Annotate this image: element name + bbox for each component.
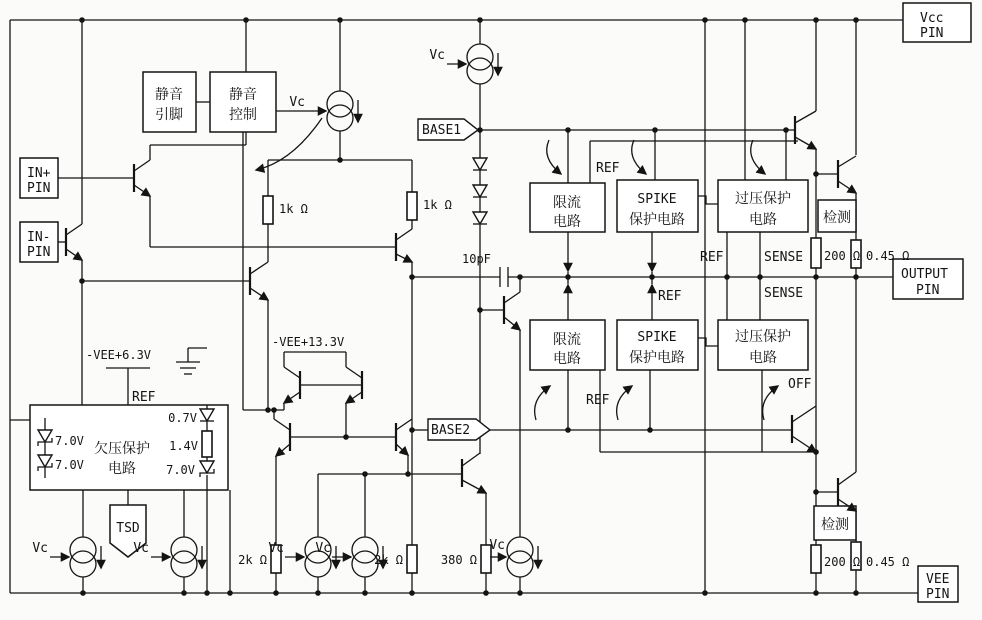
vc-label-4: Vc xyxy=(133,541,149,556)
pin-output-line1: OUTPUT xyxy=(901,267,948,282)
r200-top-value: 200 Ω xyxy=(824,249,861,263)
r045-bottom-value: 0.45 Ω xyxy=(866,555,910,569)
vee-6-3-label: -VEE+6.3V xyxy=(86,348,152,362)
pin-vee-line1: VEE xyxy=(926,572,950,587)
spike-bottom-line1: SPIKE xyxy=(637,330,677,345)
v7-0-left2-label: 7.0V xyxy=(55,458,84,472)
current-limit-top-line2: 电路 xyxy=(553,214,581,230)
r2k-right-value: 2k Ω xyxy=(374,553,403,567)
v7-0-right-label: 7.0V xyxy=(166,463,195,477)
pin-in-plus-line2: PIN xyxy=(27,181,51,196)
vc-label-6: Vc xyxy=(315,541,331,556)
pin-output-line2: PIN xyxy=(916,283,940,298)
pin-in-minus-line1: IN- xyxy=(27,230,51,245)
r1k-left-value: 1k Ω xyxy=(279,202,308,216)
sense-label-1: SENSE xyxy=(764,250,804,265)
current-limit-bottom-line2: 电路 xyxy=(553,351,581,367)
off-label: OFF xyxy=(788,377,812,392)
mute-control-line1: 静音 xyxy=(229,87,257,103)
undervoltage-line2: 电路 xyxy=(108,461,136,477)
ref-label-3: REF xyxy=(658,289,682,304)
pin-vcc-line1: Vcc xyxy=(920,11,944,26)
tsd-label: TSD xyxy=(116,521,140,536)
pin-vee-line2: PIN xyxy=(926,587,950,602)
vc-label-1: Vc xyxy=(289,95,305,110)
pin-in-minus-line2: PIN xyxy=(27,245,51,260)
vc-label-7: Vc xyxy=(489,538,505,553)
base1-tag-label: BASE1 xyxy=(422,123,462,138)
vc-label-5: Vc xyxy=(268,541,284,556)
overvoltage-top-line1: 过压保护 xyxy=(735,191,791,207)
v0-7-label: 0.7V xyxy=(168,411,197,425)
mute-control-line2: 控制 xyxy=(229,107,257,123)
r200-bottom-value: 200 Ω xyxy=(824,555,861,569)
vee-13-3-label: -VEE+13.3V xyxy=(272,335,345,349)
current-limit-top-line1: 限流 xyxy=(553,195,581,211)
undervoltage-line1: 欠压保护 xyxy=(94,441,150,457)
spike-top-line2: 保护电路 xyxy=(629,212,685,228)
current-limit-bottom-line1: 限流 xyxy=(553,332,581,348)
detect-bottom-label: 检测 xyxy=(821,517,849,533)
c10pf-value: 10pF xyxy=(462,252,491,266)
r045-top-value: 0.45 Ω xyxy=(866,249,910,263)
ref-label-5: REF xyxy=(132,390,156,405)
r1k-right-value: 1k Ω xyxy=(423,198,452,212)
vc-label-3: Vc xyxy=(32,541,48,556)
mute-pin-line1: 静音 xyxy=(155,87,183,103)
ref-label-4: REF xyxy=(586,393,610,408)
overvoltage-bottom-line2: 电路 xyxy=(749,350,777,366)
r380-value: 380 Ω xyxy=(440,553,477,567)
base2-tag-label: BASE2 xyxy=(431,423,471,438)
pin-in-plus-line1: IN+ xyxy=(27,166,51,181)
overvoltage-top-line2: 电路 xyxy=(749,212,777,228)
spike-top-line1: SPIKE xyxy=(637,192,677,207)
sense-label-2: SENSE xyxy=(764,286,804,301)
spike-bottom-line2: 保护电路 xyxy=(629,350,685,366)
r2k-left-value: 2k Ω xyxy=(238,553,267,567)
detect-top-label: 检测 xyxy=(823,210,851,226)
pin-vcc-line2: PIN xyxy=(920,26,944,41)
mute-pin-line2: 引脚 xyxy=(155,107,183,123)
vc-label-2: Vc xyxy=(429,48,445,63)
v7-0-left1-label: 7.0V xyxy=(55,434,84,448)
ref-label-1: REF xyxy=(596,161,620,176)
overvoltage-bottom-line1: 过压保护 xyxy=(735,329,791,345)
ref-label-2: REF xyxy=(700,250,724,265)
v1-4-label: 1.4V xyxy=(169,439,198,453)
